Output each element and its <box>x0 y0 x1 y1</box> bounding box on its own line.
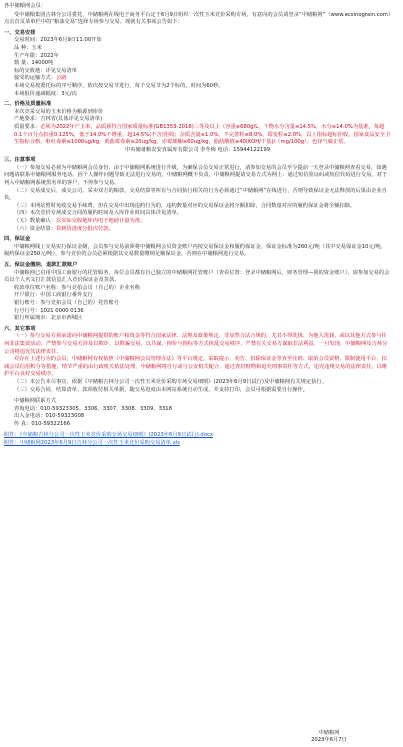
account-number: 银行账号：参与竞拍会员（自己的）托管账号 <box>14 299 119 306</box>
other-1: （一）参与交易方须承诺向中储粮网提供的账户和资金等符合国家法律、法规及政策规定，非显然合法合规的，尤其不得洗钱、为他人洗钱、或以其他方式参与任何非法集资活动，严禁参与交易方涉及以欺诈、以欺骗交易、以共谋、抑价与围标等方式扰乱交易秩序，严禁有关交易方谋取非法利益，一旦发现，中储粮网及吉林分公司将追究其法律责任。 <box>4 333 388 355</box>
trade-quantity: 数 量：14000吨 <box>14 60 54 67</box>
section-trade-title: 一、交易安排 <box>4 29 36 36</box>
margin-paragraph: 中储粮网线上交易实行保证金制，会员参与交易前须将中储粮网会员资金账户内按交易保证金和履约保证金，保证金标准为260元/吨（其中交易保证金10元/吨，履约保证金250元/吨），参与竞价的会员必须根据其交易数量缴纳足额保证金，否则在中储粮网进行交易。 <box>4 243 386 258</box>
settlement-value: 货到货进度分批次付款。 <box>56 225 114 232</box>
account-city: 银行所属城市：北京市西城区 <box>14 315 83 322</box>
note-3: （三）本网站暂时免收交易手续费，但在交易中出现违约行为的，违约数量对应的交易保证金将全额扣除，合同数量对应的履约保证金将全额扣除。 <box>14 202 356 209</box>
account-payee: 收款单位账户名称：参与竞拍会员（自己的）企业名称 <box>14 284 140 291</box>
note-1: （一）参加交易必须为中储粮网会员身份，由于中储粮网系统进行升级，为确保会员交易正常进行，请参加交易的会员至少提前一天登录中储粮网查看交易，如遇问题请联系中储粮网服务电话。因个人操作问题导致无法进行交易的，中储粮网概不负责，中储粮网提请交易方式为网上：通过短信验证码或短信代码进行交易。对于列入中储粮网系统黑名单的客户，不得参与交易。 <box>4 164 388 187</box>
note-6: （六）资金结算：货到货进度分批次付款。 <box>14 225 114 232</box>
greeting: 各中储粮网会员： <box>4 3 46 9</box>
signature-block <box>289 730 369 745</box>
section-notes-title: 三、注意事项 <box>4 157 36 164</box>
seller-contact: 中央储备粮农安直属库有限公司 李冬梅 电话：15944122199 <box>124 146 271 153</box>
transport-value: 公路 <box>56 75 67 82</box>
note-5: （五）数量确认：以实际交收地库内电子地磅计量为准。 <box>14 218 146 225</box>
other-3: （二）本公告未尽事宜，依据《中储粮吉林分公司一次性玉米竞价采购专场交易细则》(2023年6月9日试行)及中储粮网有关规定执行。 <box>14 378 327 385</box>
contact-fax: 传 真：010-59322166 <box>14 420 71 427</box>
account-bank-code: 行号行号：1021 0000 0136 <box>14 307 84 314</box>
trade-delivery-site: 标的交收地：详见交易清单 <box>14 67 77 74</box>
section-other-title: 六、其它事项 <box>4 325 36 332</box>
trade-time: 交易时间：2023年6月9日11:00开始 <box>14 37 102 44</box>
contact-title: 中储粮网联系方式 <box>14 398 56 405</box>
trade-transport: 接受的运输方式：公路 <box>14 75 67 82</box>
trade-decrement: 本场报价递减幅度：3元/次 <box>14 90 77 97</box>
other-2: 对存在上述行为的会员，中储粮网有权依照《中储粮网会员管理办法》等平台规定，采取提示、劝告、扣除保证金等直至注销、取消会员资格、限制使用平台、扣减会员信用积分等措施，情节严重的由行政机关依法处理。中储粮网将自行或与公安机关配合、通过查封财物和追究刑事责任等方式，追究违规交易的法律责任，以维护平台良好交易秩序。 <box>4 356 388 378</box>
account-intro: 中储粮网已启用中国工商银行的托管服务，每位会员都有自己独立的中储粮网托管账户（查看位置：登录中储粮网后，财务管理—我的资金账户），请参加交易的会员以个人名义打汇款信息汇入竞价保证金及货款。 <box>4 269 390 284</box>
intro-paragraph: 受中储粮集团吉林分公司委托，中储粮网在线电子商务平台定于6月9日组织一次性玉米竞价采购专场，有意向的会员请登录“中储粮网”（www.ecsinograin.com）点击首页菜单栏中的“粮油交易”选择专场参与交易。现就有关事项公告如下： <box>4 11 391 26</box>
note-2: （二）交易成交后，成交公司、采卖双方的粮款，交易结算等所有与合同执行相关的行为必须通过“中储粮网”在线进行，否则导致保证金无法释放的后果由企业自负。 <box>4 187 387 202</box>
quantity-confirm-value: 以实际交收地库内电子地磅计量为准。 <box>56 218 146 225</box>
section-account-title: 五、保证金缴纳、退款汇款账户 <box>4 262 78 268</box>
section-margin-title: 四、保证金 <box>4 236 31 243</box>
quality-standard-text: 必须为2022年产玉米，品质须符合国家质量标准(GB1353-2018)三等及以上（容重≥680g/L，干物水分含量≤14.5%，水分≤14.0%为基准，每超0.1个百分点扣重0.125%，低于14.0%不增重，超14.5%(不含)拒收；杂质含量≤1.0%，不完善粒≤8.0%，霉变粒≤2.0%，以上指标超标拒收。国家食品安全卫生指标合格，呕吐毒素≤1000ug/kg，黄曲霉毒素≤20ug/kg，赤霉烯酮≤60ug/kg，脂肪酸值≤40(KOH/干基)/（mg/100g）；色泽气味正常。 <box>14 123 391 146</box>
contact-phone: 咨询电话：010-59323305、3306、3307、3308、3309、3318 <box>14 405 172 412</box>
attachment-list-link[interactable]: 附件：中储粮网2023年6月9日吉林分公司一次性玉米竞价采购交易清单.xls <box>4 440 181 447</box>
trade-variety: 品 种：玉米 <box>14 44 42 51</box>
footer-org: 中储粮网 <box>318 729 340 736</box>
footer-date: 2023年6月7日 <box>311 737 347 744</box>
price-basis: 本次竞采交易的玉米价格为粮源到库价 <box>14 108 104 115</box>
note-4: （四）本次竞价专场成交合同的履约时间及入库作业时间具体详见清单。 <box>14 210 182 217</box>
quality-requirement: 质量要求：必须为2022年产玉米，品质须符合国家质量标准(GB1353-2018)三等及以上（容重≥680g/L，干物水分含量≤14.5%，水分≤14.0%为基准，每超0.1个百分点扣重0.125%，低于14.0%不增重，超14.5%(不含)拒收；杂质含量≤1.0%，不完善粒≤8.0%，霉变粒≤2.0%，以上指标超标拒收。国家食品安全卫生指标合格，呕吐毒素≤1000ug/kg，黄曲霉毒素≤20ug/kg，赤霉烯酮≤60ug/kg，脂肪酸值≤40(KOH/干基)/（mg/100g）；色泽气味正常。 <box>14 123 391 146</box>
section-price-title: 二、价格及质量标准 <box>4 101 52 108</box>
account-bank: 开户银行：中国工商银行番外支行 <box>14 292 93 299</box>
origin-requirement: 产地要求：吉林省(具体详见交易清单) <box>14 116 103 123</box>
trade-year: 生产年限：2022年 <box>14 52 59 59</box>
trade-sequence-note: 本场交易按委托标的序号顺序，依次按交易节进行，每个交易节为2个标的，时间为60秒。 <box>14 82 224 89</box>
other-4: （三）交易合同、结算清单、款项收付相关单据，随交易进度由本网站系统自动生成，并支持打印，会员可根据需要自行操作。 <box>14 386 308 393</box>
contact-funds-phone: 出入金电话：010-59323008 <box>14 413 85 420</box>
attachment-rules-link[interactable]: 附件：《中储粮吉林分公司一次性玉米竞价采购专场交易细则》(2023年6月9日试行).docx <box>4 432 213 439</box>
